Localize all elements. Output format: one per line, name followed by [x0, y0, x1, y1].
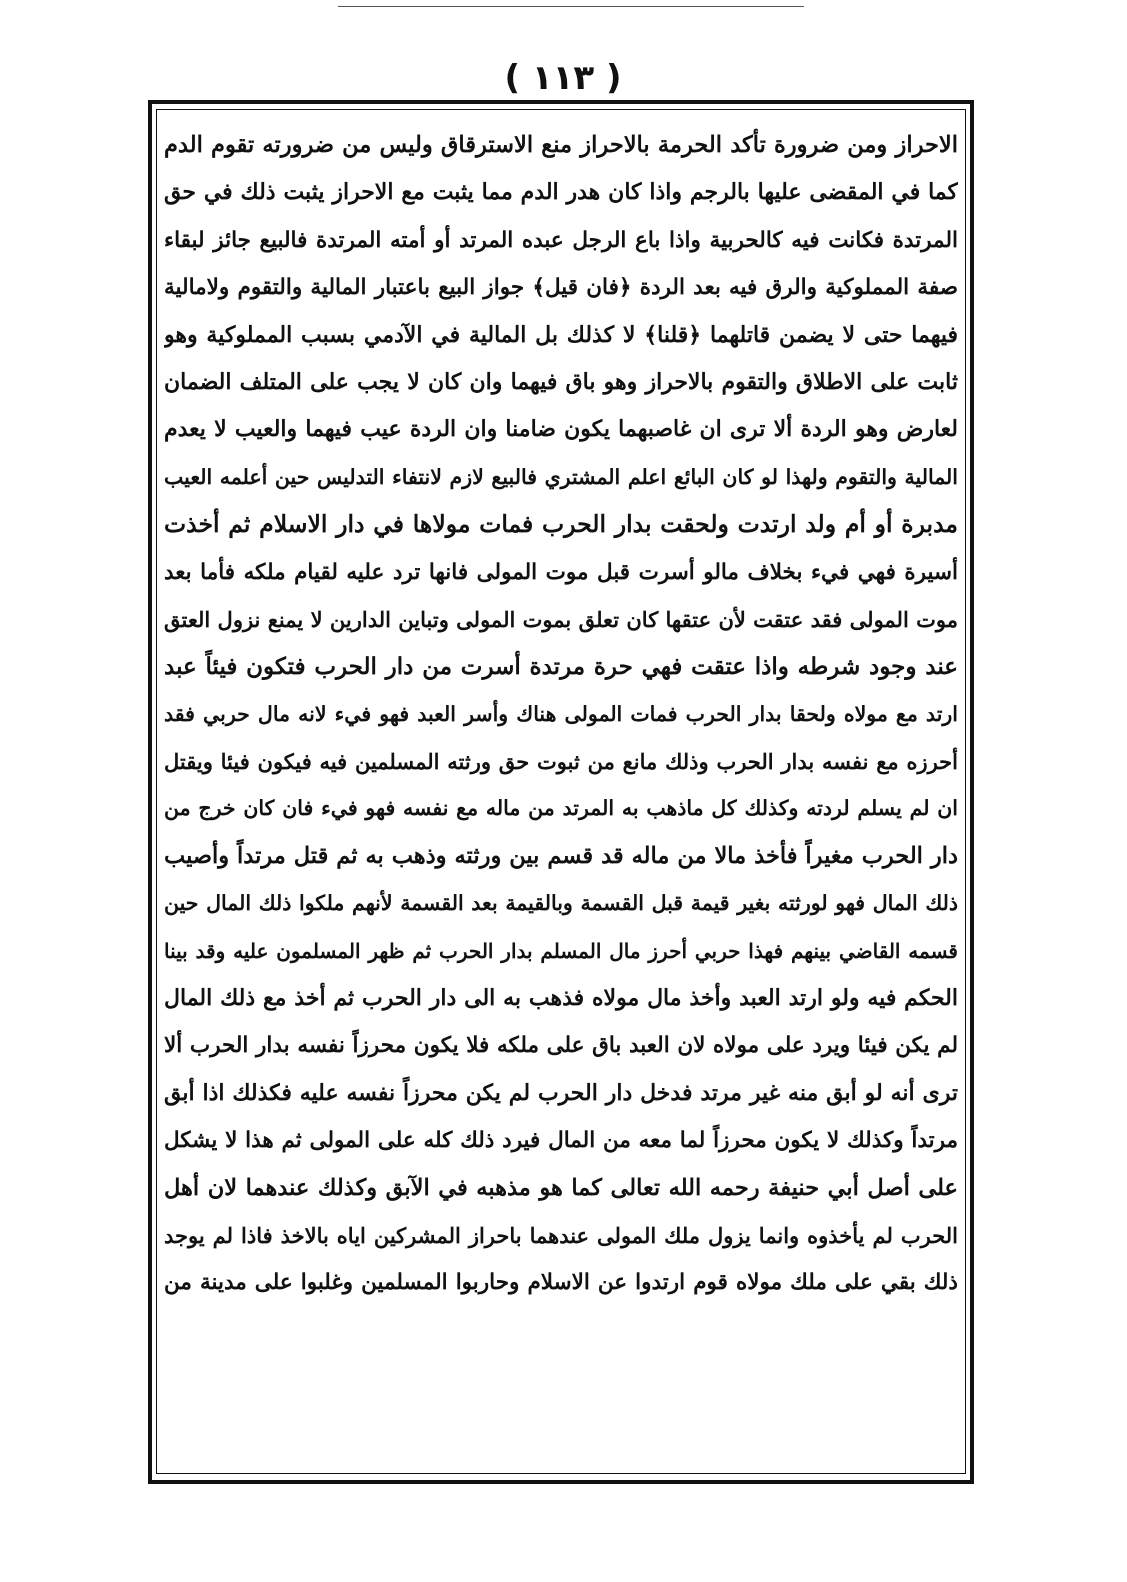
text-line: لم يكن فيئا ويرد على مولاه لان العبد باق على ملكه فلا يكون محرزاً نفسه بدار الحرب ألا [164, 1033, 958, 1059]
text-line: ارتد مع مولاه ولحقا بدار الحرب فمات المولى هناك وأسر العبد فهو فيء لانه مال حربي فقد [164, 701, 958, 726]
text-line: ان لم يسلم لردته وكذلك كل ماذهب به المرتد من ماله مع نفسه فهو فيء فان كان خرج من [164, 796, 958, 821]
text-line: ذلك المال فهو لورثته بغير قيمة قبل القسمة وبالقيمة بعد القسمة لأنهم ملكوا ذلك المال حين [164, 891, 958, 916]
text-line: مرتداً وكذلك لا يكون محرزاً لما معه من المال فيرد ذلك كله على المولى ثم هذا لا يشكل [164, 1128, 958, 1154]
text-line: ترى أنه لو أبق منه غير مرتد فدخل دار الحرب لم يكن محرزاً نفسه عليه فكذلك اذا أبق [164, 1079, 958, 1106]
text-line: فيهما حتى لا يضمن قاتلهما ﴿قلنا﴾ لا كذلك بل المالية في الآدمي بسبب المملوكية وهو [164, 321, 958, 348]
text-line: لعارض وهو الردة ألا ترى ان غاصبهما يكون ضامنا وان الردة عيب فيهما والعيب لا يعدم [164, 416, 958, 443]
top-rule [338, 6, 804, 7]
text-line: المالية والتقوم ولهذا لو كان البائع اعلم المشتري فالبيع لازم لانتفاء التدليس حين أعلمه العيب [164, 464, 958, 489]
text-line: كما في المقضى عليها بالرجم واذا كان هدر الدم مما يثبت مع الاحراز يثبت ذلك في حق [164, 179, 958, 206]
text-line: مدبرة أو أم ولد ارتدت ولحقت بدار الحرب فمات مولاها في دار الاسلام ثم أخذت [164, 510, 958, 539]
text-body [164, 122, 958, 1307]
text-line: الحرب لم يأخذوه وانما يزول ملك المولى عندهما باحراز المشركين اياه بالاخذ فاذا لم يوجد [164, 1222, 958, 1248]
text-line: قسمه القاضي بينهم فهذا حربي أحرز مال المسلم بدار الحرب ثم ظهر المسلمون عليه وقد بينا [164, 938, 958, 963]
text-line: أحرزه مع نفسه بدار الحرب وذلك مانع من ثبوت حق ورثته المسلمين فيه فيكون فيئا ويقتل [164, 749, 958, 775]
page-number: ( ١١٣ ) [504, 58, 622, 98]
text-line: أسيرة فهي فيء بخلاف مالو أسرت قبل موت المولى فانها ترد عليه لقيام ملكه فأما بعد [164, 559, 958, 585]
text-line: على أصل أبي حنيفة رحمه الله تعالى كما هو مذهبه في الآبق وكذلك عندهما لان أهل [164, 1174, 958, 1201]
text-line: الحكم فيه ولو ارتد العبد وأخذ مال مولاه فذهب به الى دار الحرب ثم أخذ مع ذلك المال [164, 985, 958, 1012]
text-line: موت المولى فقد عتقت لأن عتقها كان تعلق بموت المولى وتباين الدارين لا يمنع نزول العتق [164, 606, 958, 632]
text-line: الاحراز ومن ضرورة تأكد الحرمة بالاحراز منع الاسترقاق وليس من ضرورته تقوم الدم [164, 132, 958, 158]
text-line: صفة المملوكية والرق فيه بعد الردة ﴿فان قيل﴾ جواز البيع باعتبار المالية والتقوم ولامالية [164, 275, 958, 301]
text-line: ثابت على الاطلاق والتقوم بالاحراز وهو باق فيهما وان كان لا يجب على المتلف الضمان [164, 368, 958, 395]
text-line: ذلك بقي على ملك مولاه قوم ارتدوا عن الاسلام وحاربوا المسلمين وغلبوا على مدينة من [164, 1270, 958, 1296]
text-line: عند وجود شرطه واذا عتقت فهي حرة مرتدة أسرت من دار الحرب فتكون فيئاً عبد [164, 653, 958, 681]
text-line: دار الحرب مغيراً فأخذ مالا من ماله قد قسم بين ورثته وذهب به ثم قتل مرتداً وأصيب [164, 842, 958, 869]
text-line: المرتدة فكانت فيه كالحربية واذا باع الرجل عبده المرتد أو أمته المرتدة فالبيع جائز لبقاء [164, 227, 958, 253]
